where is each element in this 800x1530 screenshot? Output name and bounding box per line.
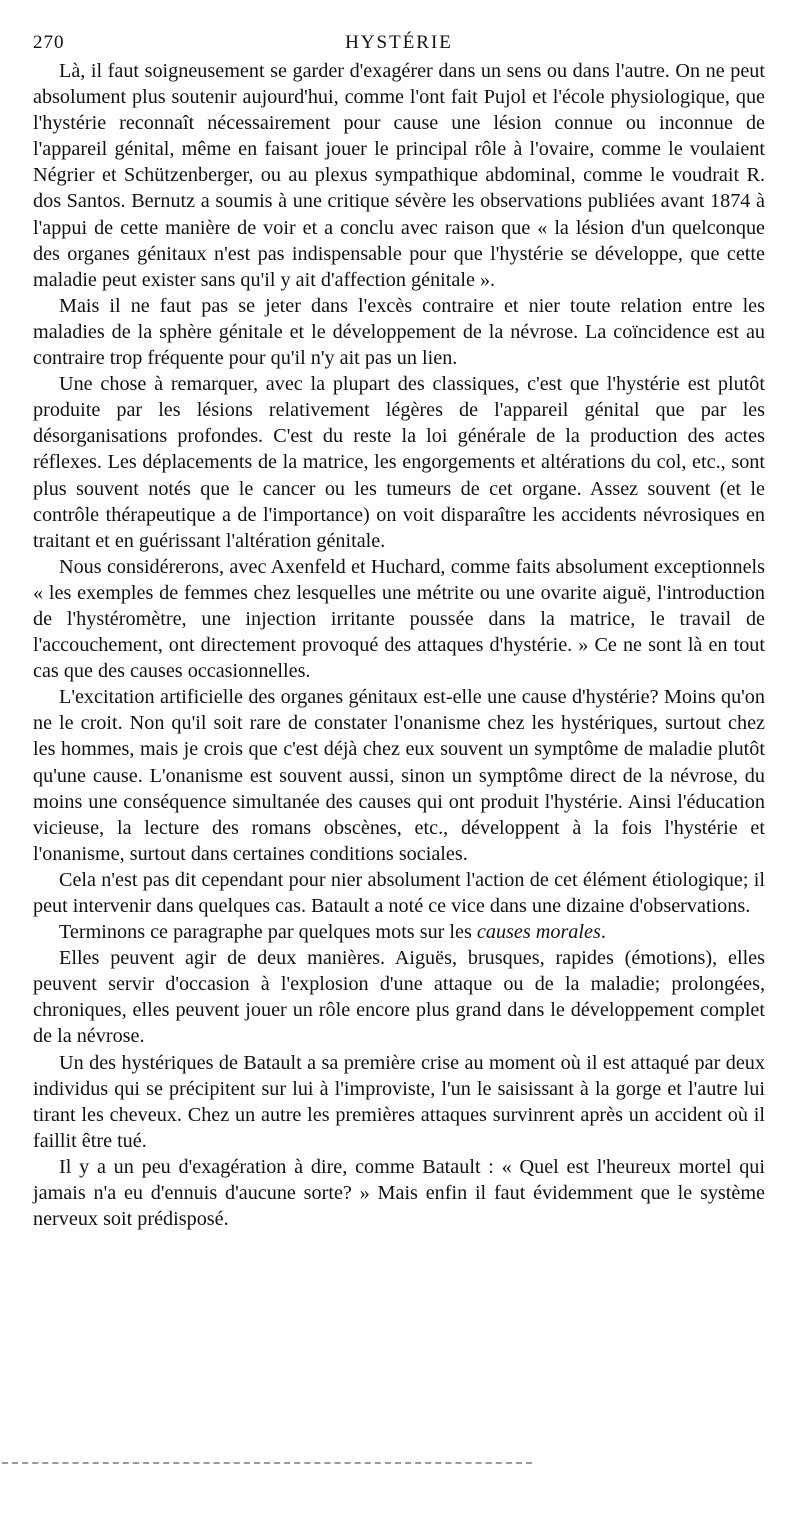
paragraph-text: Une chose à remarquer, avec la plupart des classiques, c'est que l'hystérie est plutôt produite par les lésions relativement légères de l'appareil génital que par les désorganisations profondes. C'est du reste la loi générale de la production des actes réflexes. Les déplacements de la matrice, les engorgements et altérations du col, etc., sont plus souvent notés que le cancer ou les tumeurs de cet organe. Assez souvent (et le contrôle thérapeutique a de l'importance) on voit disparaître les accidents névrosiques en traitant et en guérissant l'altération génitale.	[33, 373, 765, 552]
running-title: HYSTÉRIE	[345, 32, 453, 53]
paragraph	[33, 867, 765, 919]
paragraph-text: Un des hystériques de Batault a sa première crise au moment où il est attaqué par deux individus qui se précipitent sur lui à l'improviste, l'un le saisissant à la gorge et l'autre lui tirant les cheveux. Chez un autre les premières attaques survinrent après un accident où il faillit être tué.	[33, 1051, 765, 1152]
paragraph-text: Là, il faut soigneusement se garder d'exagérer dans un sens ou dans l'autre. On ne peut absolument plus soutenir aujourd'hui, comme l'ont fait Pujol et l'école physiologique, que l'hystérie reconnaît nécessairement pour cause une lésion connue ou inconnue de l'appareil génital, même en faisant jouer le principal rôle à l'ovaire, comme le voulaient Négrier et Schützenberger, ou au plexus sympathique abdominal, comme le voudrait R. dos Santos. Bernutz a soumis à une critique sévère les observations publiées avant 1874 à l'appui de cette manière de voir et a conclu avec raison que « la lésion d'un quelconque des organes génitaux n'est pas indispensable pour que l'hystérie se développe, que cette maladie peut exister sans qu'il y ait d'affection génitale ».	[33, 60, 765, 291]
paragraph	[33, 554, 765, 684]
paragraph	[33, 919, 765, 945]
paragraph-text: Terminons ce paragraphe par quelques mots sur les	[59, 921, 477, 944]
book-page	[33, 30, 765, 1232]
paragraph-text: Elles peuvent agir de deux manières. Aiguës, brusques, rapides (émotions), elles peuvent servir d'occasion à l'explosion d'une attaque ou de la maladie; prolongées, chroniques, elles peuvent jouer un rôle encore plus grand dans le développement complet de la névrose.	[33, 947, 765, 1048]
body-text	[33, 58, 765, 1232]
paragraph-text-end: .	[600, 921, 606, 944]
paragraph	[33, 684, 765, 867]
paragraph	[33, 371, 765, 554]
paragraph	[33, 945, 765, 1049]
paragraph	[33, 1154, 765, 1232]
page-number: 270	[33, 32, 65, 53]
paragraph	[33, 1050, 765, 1154]
footer-dashed-rule	[2, 1462, 532, 1466]
paragraph-text: Nous considérerons, avec Axenfeld et Huchard, comme faits absolument exceptionnels « les exemples de femmes chez lesquelles une métrite ou une ovarite aiguë, l'introduction de l'hystéromètre, une injection irritante poussée dans la matrice, le travail de l'accouchement, ont directement provoqué des attaques d'hystérie. » Ce ne sont là en tout cas que des causes occasionnelles.	[33, 555, 765, 683]
italic-term: causes morales	[476, 921, 601, 944]
paragraph	[33, 58, 765, 293]
paragraph-text: Cela n'est pas dit cependant pour nier absolument l'action de cet élément étiologique; il peut intervenir dans quelques cas. Batault a noté ce vice dans une dizaine d'observations.	[33, 868, 765, 917]
paragraph-text: Il y a un peu d'exagération à dire, comme Batault : « Quel est l'heureux mortel qui jamais n'a eu d'ennuis d'aucune sorte? » Mais enfin il faut évidemment que le système nerveux soit prédisposé.	[33, 1155, 765, 1231]
paragraph-text: Mais il ne faut pas se jeter dans l'excès contraire et nier toute relation entre les maladies de la sphère génitale et le développement de la névrose. La coïncidence est au contraire trop fréquente pour qu'il n'y ait pas un lien.	[33, 294, 765, 370]
running-head	[33, 30, 765, 58]
paragraph	[33, 293, 765, 371]
paragraph-text: L'excitation artificielle des organes génitaux est-elle une cause d'hystérie? Moins qu'on ne le croit. Non qu'il soit rare de constater l'onanisme chez les hystériques, surtout chez les hommes, mais je crois que c'est déjà chez eux souvent un symptôme de maladie plutôt qu'une cause. L'onanisme est souvent aussi, sinon un symptôme direct de la névrose, du moins une conséquence simultanée des causes qui ont produit l'hystérie. Ainsi l'éducation vicieuse, la lecture des romans obscènes, etc., développent à la fois l'hystérie et l'onanisme, surtout dans certaines conditions sociales.	[33, 686, 765, 865]
